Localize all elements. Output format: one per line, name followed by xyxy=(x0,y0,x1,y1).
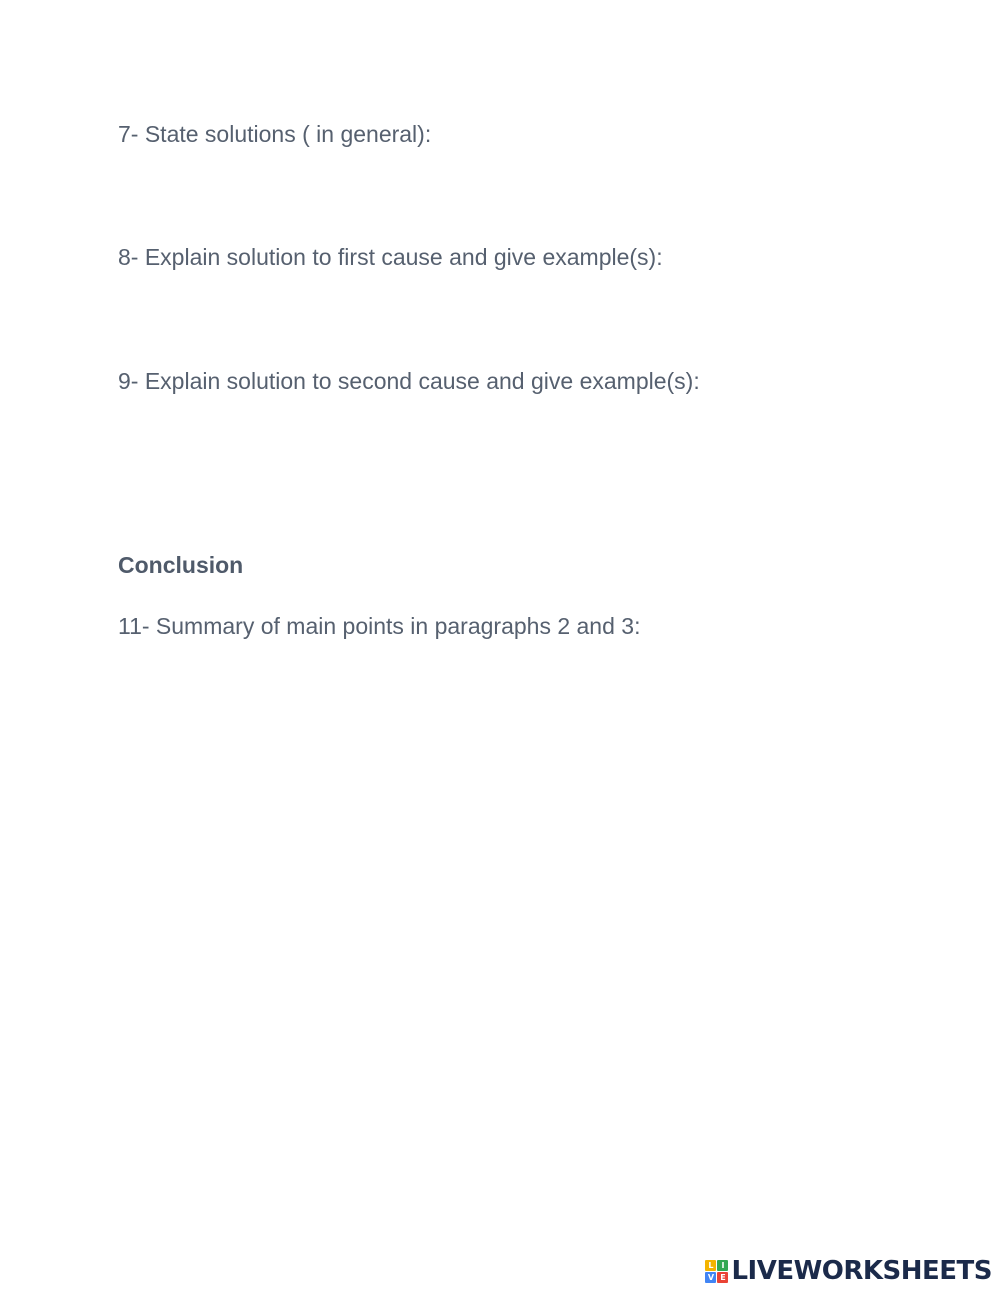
conclusion-heading: Conclusion xyxy=(118,552,244,578)
live-logo-icon xyxy=(705,1260,728,1283)
logo-letter-l: L xyxy=(705,1260,716,1271)
logo-letter-v: V xyxy=(705,1272,716,1283)
question-11: 11- Summary of main points in paragraphs 2 and 3: xyxy=(118,613,641,639)
logo-text: LIVEWORKSHEETS xyxy=(731,1256,992,1286)
logo-letter-i: I xyxy=(717,1260,728,1271)
question-8: 8- Explain solution to first cause and give example(s): xyxy=(118,244,663,270)
logo-letter-e: E xyxy=(717,1272,728,1283)
question-9: 9- Explain solution to second cause and give example(s): xyxy=(118,368,700,394)
liveworksheets-logo xyxy=(705,1255,992,1287)
question-7: 7- State solutions ( in general): xyxy=(118,121,432,147)
